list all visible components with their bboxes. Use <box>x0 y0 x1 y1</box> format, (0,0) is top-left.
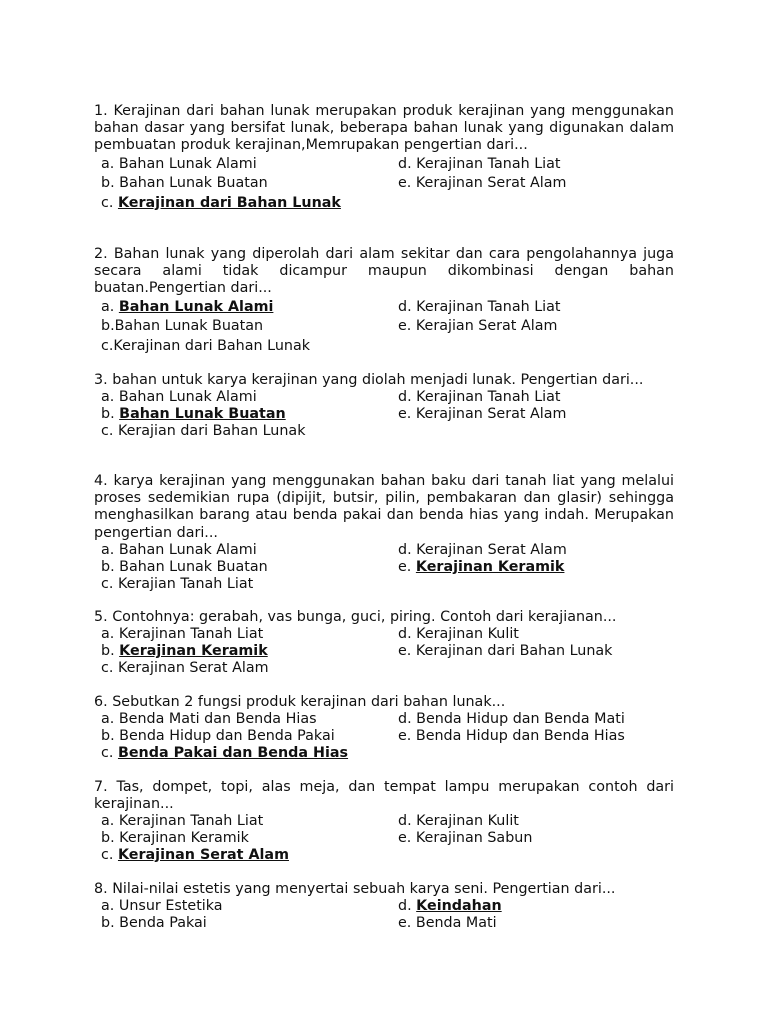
options <box>94 155 674 214</box>
option-d: d. Kerajinan Tanah Liat <box>398 389 561 406</box>
question-text: 2. Bahan lunak yang diperolah dari alam sekitar dan cara pengolahannya juga secara alami tidak dicampur maupun dikombinasi dengan bahan buatan.Pengertian dari... <box>94 246 674 297</box>
option-e: e. Benda Mati <box>398 915 497 932</box>
options <box>94 711 674 762</box>
question-text: 6. Sebutkan 2 fungsi produk kerajinan dari bahan lunak... <box>94 694 506 710</box>
question-text: 5. Contohnya: gerabah, vas bunga, guci, piring. Contoh dari kerajianan... <box>94 609 617 625</box>
option-b: b. Benda Hidup dan Benda Pakai <box>101 728 335 745</box>
answer-highlight: Kerajinan Keramik <box>119 643 268 660</box>
option-e: e. Kerajinan Serat Alam <box>398 406 567 423</box>
option-d: d. Kerajinan Tanah Liat <box>398 155 561 172</box>
question-2 <box>94 246 674 356</box>
option-a: a. Benda Mati dan Benda Hias <box>101 711 317 728</box>
question-text: 7. Tas, dompet, topi, alas meja, dan tempat lampu merupakan contoh dari kerajinan... <box>94 779 675 813</box>
option-b: b. Bahan Lunak Buatan <box>101 406 286 423</box>
option-e: e. Kerajinan Sabun <box>398 830 533 847</box>
option-d: d. Kerajinan Kulit <box>398 813 519 830</box>
option-a: a. Bahan Lunak Alami <box>101 298 274 315</box>
option-e: e. Kerajinan Serat Alam <box>398 175 567 192</box>
option-c: c. Benda Pakai dan Benda Hias <box>101 745 349 762</box>
question-6 <box>94 694 674 762</box>
option-b: b.Bahan Lunak Buatan <box>101 318 264 335</box>
option-d: d. Kerajinan Serat Alam <box>398 541 567 558</box>
option-d: d. Kerajinan Tanah Liat <box>398 298 561 315</box>
question-text: 4. karya kerajinan yang menggunakan bahan baku dari tanah liat yang melalui proses sedemikian rupa (dipijit, butsir, pilin, pembakaran dan glasir) sehingga menghasilkan barang atau benda pakai dan benda hias yang indah. Merupakan pengertian dari... <box>94 473 674 541</box>
answer-highlight: Kerajinan Keramik <box>415 558 565 575</box>
option-c: c. Kerajinan Serat Alam <box>101 847 289 864</box>
options <box>94 298 674 357</box>
question-text: 8. Nilai-nilai estetis yang menyertai sebuah karya seni. Pengertian dari... <box>94 881 616 897</box>
option-a: a. Bahan Lunak Alami <box>101 541 257 558</box>
option-e: e. Kerajinan Keramik <box>398 558 565 575</box>
option-a: a. Kerajinan Tanah Liat <box>101 626 264 643</box>
option-a: a. Unsur Estetika <box>101 898 223 915</box>
option-b: b. Kerajinan Keramik <box>101 643 268 660</box>
option-b: b. Bahan Lunak Buatan <box>101 558 268 575</box>
option-a: a. Bahan Lunak Alami <box>101 155 257 172</box>
option-b: b. Bahan Lunak Buatan <box>101 175 268 192</box>
option-e: e. Kerajinan dari Bahan Lunak <box>398 643 613 660</box>
option-d: d. Benda Hidup dan Benda Mati <box>398 711 625 728</box>
answer-highlight: Bahan Lunak Buatan <box>119 406 286 423</box>
answer-highlight: Kerajinan Serat Alam <box>117 847 289 864</box>
options <box>94 389 674 440</box>
option-d: d. Kerajinan Kulit <box>398 626 519 643</box>
option-c: c.Kerajinan dari Bahan Lunak <box>101 337 310 354</box>
question-7 <box>94 779 674 864</box>
option-a: a. Bahan Lunak Alami <box>101 389 257 406</box>
options <box>94 813 674 864</box>
answer-highlight: Bahan Lunak Alami <box>118 298 274 315</box>
question-3 <box>94 372 674 440</box>
question-text: 3. bahan untuk karya kerajinan yang diolah menjadi lunak. Pengertian dari... <box>94 372 644 388</box>
option-c: c. Kerajian Tanah Liat <box>101 575 254 592</box>
question-text: 1. Kerajinan dari bahan lunak merupakan produk kerajinan yang menggunakan bahan dasar yang bersifat lunak, beberapa bahan lunak yang digunakan dalam pembuatan produk kerajinan,Memrupakan pengertian dari... <box>94 103 674 154</box>
question-8 <box>94 881 674 932</box>
options <box>94 898 674 932</box>
option-b: b. Benda Pakai <box>101 915 207 932</box>
option-c: c. Kerajian dari Bahan Lunak <box>101 423 306 440</box>
answer-highlight: Benda Pakai dan Benda Hias <box>117 745 349 762</box>
option-c: c. Kerajinan dari Bahan Lunak <box>101 194 341 211</box>
option-d: d. Keindahan <box>398 898 502 915</box>
question-5 <box>94 609 674 677</box>
question-1 <box>94 103 674 213</box>
options <box>94 542 674 593</box>
option-c: c. Kerajinan Serat Alam <box>101 660 269 677</box>
option-b: b. Kerajinan Keramik <box>101 830 249 847</box>
option-e: e. Benda Hidup dan Benda Hias <box>398 728 625 745</box>
option-e: e. Kerajian Serat Alam <box>398 318 558 335</box>
option-a: a. Kerajinan Tanah Liat <box>101 813 264 830</box>
question-4 <box>94 473 674 593</box>
options <box>94 626 674 677</box>
answer-highlight: Kerajinan dari Bahan Lunak <box>117 194 341 211</box>
answer-highlight: Keindahan <box>416 898 502 915</box>
